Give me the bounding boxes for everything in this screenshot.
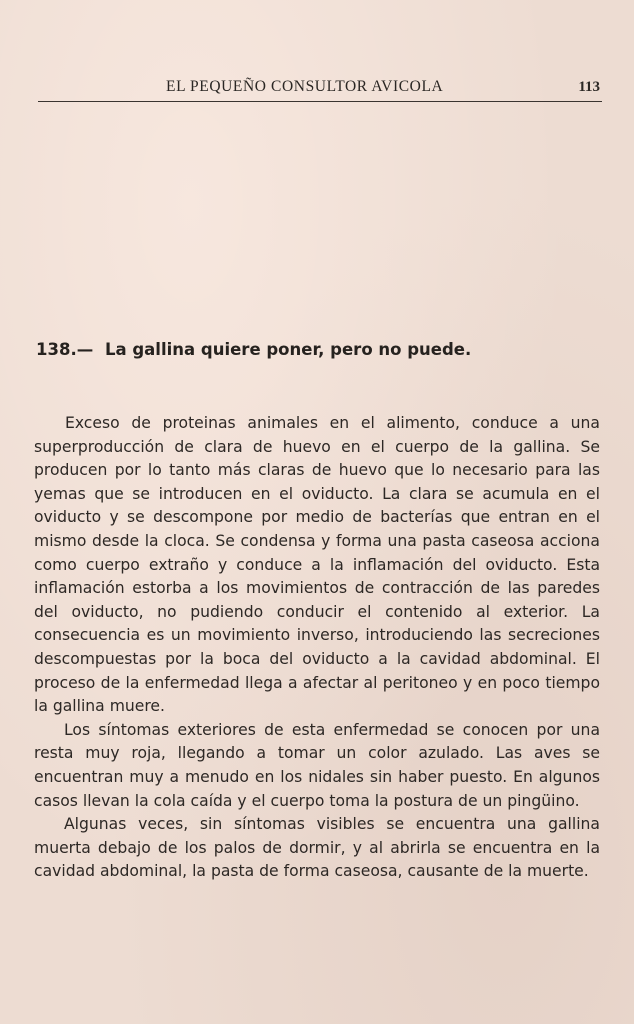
section-number: 138.— — [36, 340, 94, 359]
page-number: 113 — [578, 79, 600, 95]
section-heading — [36, 340, 596, 359]
body-text — [34, 412, 600, 884]
header-rule — [38, 101, 602, 102]
paragraph: Algunas veces, sin síntomas visibles se encuentra una gallina muerta debajo de los palos de dormir, y al abrirla se encuentra en la cavidad abdominal, la pasta de forma caseosa, causante de la muerte. — [34, 815, 600, 881]
running-title: EL PEQUEÑO CONSULTOR AVICOLA — [166, 78, 444, 95]
paragraph: Los síntomas exteriores de esta enfermedad se conocen por una resta muy roja, llegando a tomar un color azulado. Las aves se encuentran muy a menudo en los nidales sin haber puesto. En algunos casos llevan la cola caída y el cuerpo toma la postura de un pingüino. — [34, 720, 600, 810]
section-title: La gallina quiere poner, pero no puede. — [104, 340, 472, 359]
paragraph: Exceso de proteinas animales en el alimento, conduce a una superproducción de clara de huevo en el cuerpo de la gallina. Se producen por lo tanto más claras de huevo que lo necesario para las yemas que se introducen en el oviducto. La clara se acumula en el oviducto y se descompone por medio de bacterías que entran en el mismo desde la cloca. Se condensa y forma una pasta caseosa acciona como cuerpo extraño y conduce a la inflamación del oviducto. Esta inflamación estorba a los movimientos de contracción de las paredes del oviducto, no pudiendo conducir el contenido al exterior. La consecuencia es un movimiento inverso, introduciendo las secreciones descompuestas por la boca del oviducto a la cavidad abdominal. El proceso de la enfermedad llega a afectar al peritoneo y en poco tiempo la gallina muere. — [34, 414, 600, 716]
running-header — [38, 78, 600, 100]
